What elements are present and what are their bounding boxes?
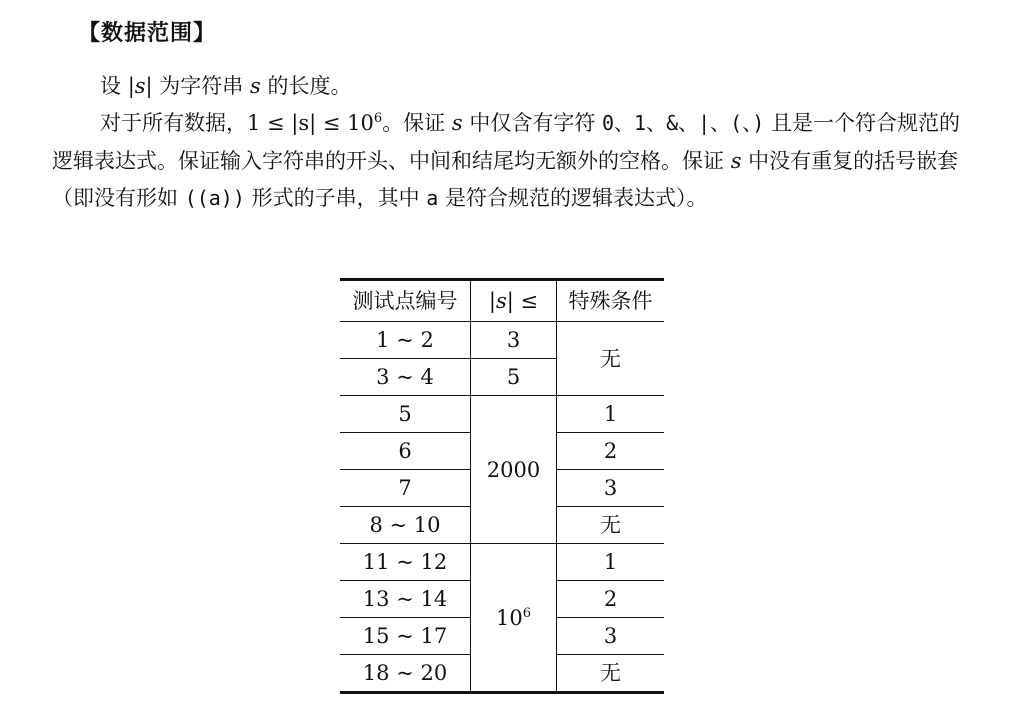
text: 设 xyxy=(100,74,128,98)
cell-len: $10^6$ xyxy=(471,544,557,693)
cell-id: 7 xyxy=(340,470,471,507)
cell-id: 11 ~ 12 xyxy=(340,544,471,581)
paragraph-constraints xyxy=(52,105,962,218)
cell-len: 5 xyxy=(471,359,557,396)
example-nested-parens: ((a)) xyxy=(184,186,245,210)
allowed-chars: 0、1、&、|、(、) xyxy=(602,111,765,135)
math-abs-s: |s| xyxy=(127,74,153,98)
text: 且是一个符合规范的逻辑表达式。保证输入字符串的开头、中间和结尾均无额外的空格。保证 xyxy=(52,111,960,173)
table-row xyxy=(340,544,664,581)
cell-len: 3 xyxy=(471,322,557,359)
text: 中没有重复的括号嵌套（即没有形如 xyxy=(52,148,959,210)
math-var-s: s xyxy=(730,148,742,173)
table-row xyxy=(340,322,664,359)
table-header-row xyxy=(340,280,664,322)
cell-cond: 2 xyxy=(557,433,665,470)
cell-id: 15 ~ 17 xyxy=(340,618,471,655)
math-exponent: 6 xyxy=(373,111,383,126)
cell-cond: 2 xyxy=(557,581,665,618)
section-heading: 【数据范围】 xyxy=(78,21,217,46)
cell-id: 8 ~ 10 xyxy=(340,507,471,544)
math-var-s: s xyxy=(451,111,463,135)
table-row xyxy=(340,396,664,433)
cell-id: 18 ~ 20 xyxy=(340,655,471,693)
text: 中仅含有字符 xyxy=(462,111,603,135)
cell-id: 1 ~ 2 xyxy=(376,328,434,352)
cell-cond: 无 xyxy=(600,346,621,371)
cell-id: 13 ~ 14 xyxy=(340,581,471,618)
cell-len: 2000 xyxy=(471,396,557,544)
header-length: |s| ≤ xyxy=(471,280,557,322)
math-var-s: s xyxy=(249,74,261,98)
cell-cond: 无 xyxy=(557,655,665,693)
cell-cond: 无 xyxy=(557,507,665,544)
example-var-a: a xyxy=(426,186,439,210)
cell-cond: 1 xyxy=(557,544,665,581)
text: 为字符串 xyxy=(152,74,250,98)
cell-cond: 3 xyxy=(557,618,665,655)
cell-cond: 1 xyxy=(557,396,665,433)
paragraph-length-definition xyxy=(52,68,962,106)
math-range: 1 ≤ |s| ≤ 10 xyxy=(247,111,374,135)
cell-cond: 3 xyxy=(557,470,665,507)
cell-id: 3 ~ 4 xyxy=(340,359,471,396)
text: 。保证 xyxy=(382,111,452,135)
text: 形式的子串，其中 xyxy=(244,186,427,210)
text: 是符合规范的逻辑表达式）。 xyxy=(438,186,708,210)
cell-id: 5 xyxy=(340,396,471,433)
text: 对于所有数据， xyxy=(100,111,247,135)
header-condition: 特殊条件 xyxy=(557,280,665,322)
cell-id: 6 xyxy=(340,433,471,470)
text: 的长度。 xyxy=(260,74,352,98)
header-test-id: 测试点编号 xyxy=(340,280,471,322)
test-case-table xyxy=(340,278,664,694)
